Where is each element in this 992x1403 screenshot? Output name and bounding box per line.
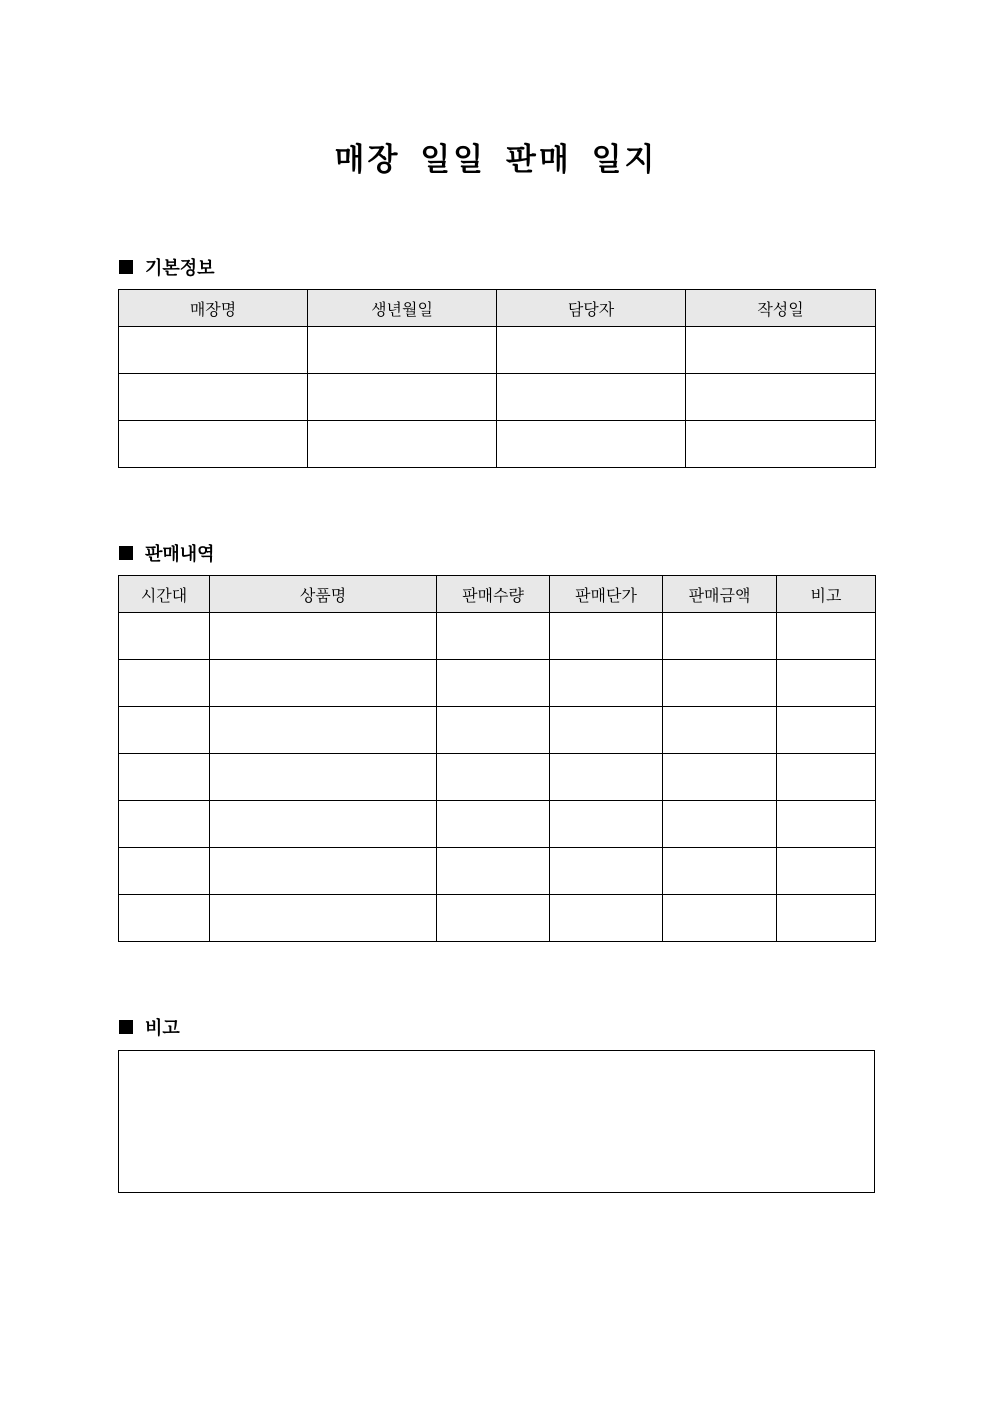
table-row <box>119 327 876 374</box>
column-header-store-name: 매장명 <box>119 290 308 327</box>
amount-cell[interactable] <box>663 848 777 895</box>
time-slot-cell[interactable] <box>119 707 210 754</box>
sales-heading-label: 판매내역 <box>145 544 215 565</box>
column-header-amount: 판매금액 <box>663 576 777 613</box>
column-header-product-name: 상품명 <box>210 576 437 613</box>
unit-price-cell[interactable] <box>550 613 663 660</box>
time-slot-cell[interactable] <box>119 660 210 707</box>
unit-price-cell[interactable] <box>550 754 663 801</box>
remarks-cell[interactable] <box>777 895 876 942</box>
amount-cell[interactable] <box>663 660 777 707</box>
quantity-cell[interactable] <box>437 895 550 942</box>
store-name-cell[interactable] <box>119 327 308 374</box>
table-row <box>119 707 876 754</box>
quantity-cell[interactable] <box>437 754 550 801</box>
time-slot-cell[interactable] <box>119 613 210 660</box>
table-row <box>119 801 876 848</box>
manager-cell[interactable] <box>497 327 686 374</box>
time-slot-cell[interactable] <box>119 754 210 801</box>
amount-cell[interactable] <box>663 895 777 942</box>
date-written-cell[interactable] <box>686 374 876 421</box>
basic-info-header-row <box>119 290 876 327</box>
column-header-remarks: 비고 <box>777 576 876 613</box>
square-bullet-icon <box>119 546 133 560</box>
notes-heading-label: 비고 <box>145 1018 180 1039</box>
manager-cell[interactable] <box>497 374 686 421</box>
unit-price-cell[interactable] <box>550 848 663 895</box>
table-row <box>119 421 876 468</box>
table-row <box>119 613 876 660</box>
birth-date-cell[interactable] <box>308 374 497 421</box>
sales-header-row <box>119 576 876 613</box>
remarks-cell[interactable] <box>777 707 876 754</box>
notes-box[interactable] <box>118 1050 875 1193</box>
remarks-cell[interactable] <box>777 801 876 848</box>
column-header-unit-price: 판매단가 <box>550 576 663 613</box>
column-header-quantity: 판매수량 <box>437 576 550 613</box>
unit-price-cell[interactable] <box>550 895 663 942</box>
remarks-cell[interactable] <box>777 754 876 801</box>
store-name-cell[interactable] <box>119 421 308 468</box>
product-name-cell[interactable] <box>210 754 437 801</box>
quantity-cell[interactable] <box>437 660 550 707</box>
table-row <box>119 895 876 942</box>
birth-date-cell[interactable] <box>308 327 497 374</box>
basic-info-heading <box>119 254 215 280</box>
column-header-manager: 담당자 <box>497 290 686 327</box>
product-name-cell[interactable] <box>210 660 437 707</box>
notes-heading <box>119 1014 180 1040</box>
product-name-cell[interactable] <box>210 895 437 942</box>
store-name-cell[interactable] <box>119 374 308 421</box>
page-title: 매장 일일 판매 일지 <box>334 142 658 178</box>
remarks-cell[interactable] <box>777 848 876 895</box>
manager-cell[interactable] <box>497 421 686 468</box>
unit-price-cell[interactable] <box>550 707 663 754</box>
time-slot-cell[interactable] <box>119 848 210 895</box>
remarks-cell[interactable] <box>777 613 876 660</box>
date-written-cell[interactable] <box>686 421 876 468</box>
sales-table <box>118 575 876 942</box>
birth-date-cell[interactable] <box>308 421 497 468</box>
quantity-cell[interactable] <box>437 613 550 660</box>
date-written-cell[interactable] <box>686 327 876 374</box>
square-bullet-icon <box>119 1020 133 1034</box>
basic-info-heading-label: 기본정보 <box>145 258 215 279</box>
column-header-time-slot: 시간대 <box>119 576 210 613</box>
remarks-cell[interactable] <box>777 660 876 707</box>
quantity-cell[interactable] <box>437 801 550 848</box>
time-slot-cell[interactable] <box>119 895 210 942</box>
amount-cell[interactable] <box>663 801 777 848</box>
unit-price-cell[interactable] <box>550 801 663 848</box>
quantity-cell[interactable] <box>437 848 550 895</box>
product-name-cell[interactable] <box>210 707 437 754</box>
amount-cell[interactable] <box>663 707 777 754</box>
sales-heading <box>119 540 215 566</box>
column-header-birth-date: 생년월일 <box>308 290 497 327</box>
quantity-cell[interactable] <box>437 707 550 754</box>
product-name-cell[interactable] <box>210 613 437 660</box>
amount-cell[interactable] <box>663 754 777 801</box>
time-slot-cell[interactable] <box>119 801 210 848</box>
column-header-date-written: 작성일 <box>686 290 876 327</box>
table-row <box>119 754 876 801</box>
table-row <box>119 374 876 421</box>
unit-price-cell[interactable] <box>550 660 663 707</box>
table-row <box>119 848 876 895</box>
product-name-cell[interactable] <box>210 848 437 895</box>
amount-cell[interactable] <box>663 613 777 660</box>
product-name-cell[interactable] <box>210 801 437 848</box>
basic-info-table <box>118 289 876 468</box>
table-row <box>119 660 876 707</box>
square-bullet-icon <box>119 260 133 274</box>
